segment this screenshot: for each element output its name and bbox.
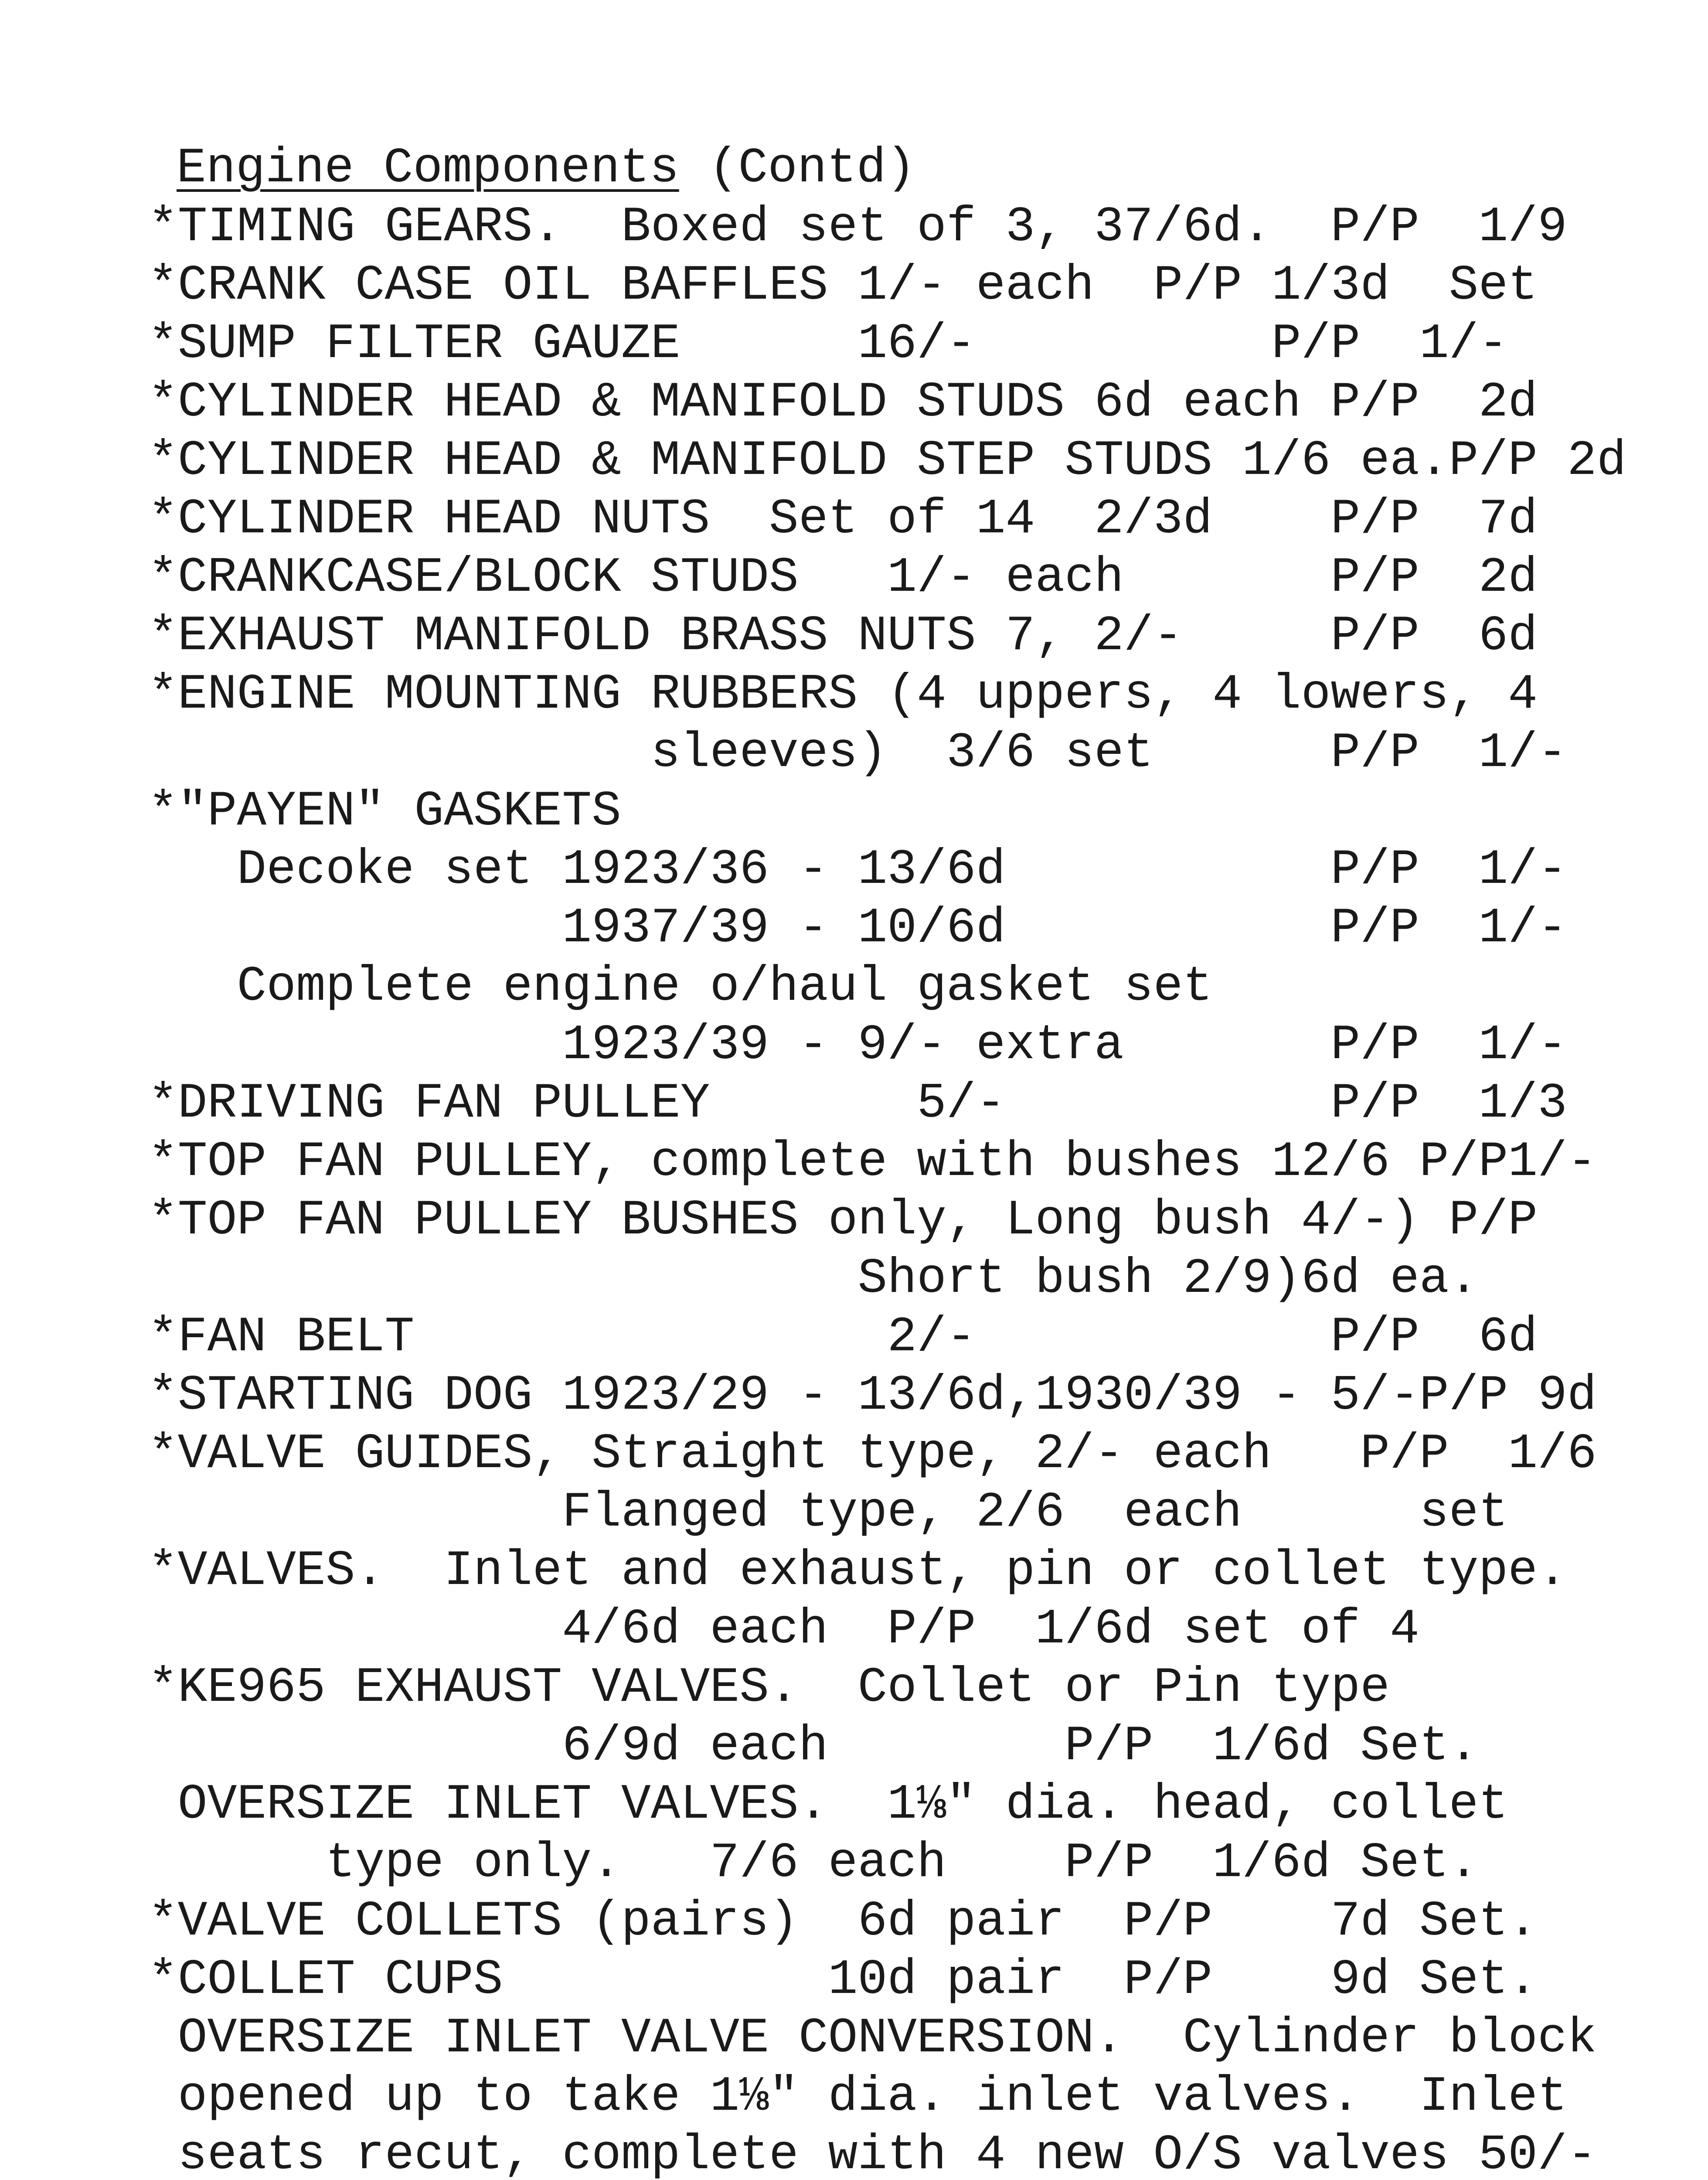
list-line: *"PAYEN" GASKETS [148, 783, 621, 839]
list-line: *TOP FAN PULLEY, complete with bushes 12/6 P/P1/- [148, 1134, 1597, 1190]
list-line: *VALVE COLLETS (pairs) 6d pair P/P 7d Set. [148, 1894, 1538, 1949]
list-line: *TOP FAN PULLEY BUSHES only, Long bush 4/-) P/P [148, 1192, 1538, 1248]
section-title-suffix: (Contd) [679, 140, 916, 196]
list-line: seats recut, complete with 4 new O/S valves 50/- [148, 2127, 1597, 2180]
list-line: *TIMING GEARS. Boxed set of 3, 37/6d. P/P 1/9 [148, 199, 1567, 255]
list-line: *VALVE GUIDES, Straight type, 2/- each P/P 1/6 [148, 1426, 1597, 1482]
list-line: *ENGINE MOUNTING RUBBERS (4 uppers, 4 lowers, 4 [148, 667, 1538, 722]
list-line: 1923/39 - 9/- extra P/P 1/- [148, 1017, 1567, 1073]
list-line: *CYLINDER HEAD & MANIFOLD STEP STUDS 1/6 ea.P/P 2d [148, 433, 1626, 489]
list-line: *STARTING DOG 1923/29 - 13/6d,1930/39 - 5/-P/P 9d [148, 1368, 1597, 1424]
section-title: Engine Components [177, 140, 679, 196]
list-line: *COLLET CUPS 10d pair P/P 9d Set. [148, 1952, 1538, 2008]
list-line: opened up to take 1⅛" dia. inlet valves. Inlet [148, 2069, 1567, 2125]
list-line: 1937/39 - 10/6d P/P 1/- [148, 900, 1567, 956]
list-line: *DRIVING FAN PULLEY 5/- P/P 1/3 [148, 1076, 1567, 1131]
list-line: Decoke set 1923/36 - 13/6d P/P 1/- [148, 842, 1567, 898]
list-line: OVERSIZE INLET VALVES. 1⅛" dia. head, collet [148, 1777, 1508, 1833]
list-line: OVERSIZE INLET VALVE CONVERSION. Cylinder block [148, 2010, 1597, 2066]
list-line: *VALVES. Inlet and exhaust, pin or collet type. [148, 1543, 1567, 1599]
list-line: type only. 7/6 each P/P 1/6d Set. [148, 1835, 1479, 1891]
list-line: *CYLINDER HEAD NUTS Set of 14 2/3d P/P 7d [148, 491, 1538, 547]
list-line: *CRANK CASE OIL BAFFLES 1/- each P/P 1/3d Set [148, 258, 1538, 313]
list-line: sleeves) 3/6 set P/P 1/- [148, 725, 1567, 781]
list-line: 4/6d each P/P 1/6d set of 4 [148, 1601, 1419, 1657]
list-line: Short bush 2/9)6d ea. [148, 1251, 1479, 1307]
list-line: *EXHAUST MANIFOLD BRASS NUTS 7, 2/- P/P 6d [148, 608, 1538, 664]
list-line: *CRANKCASE/BLOCK STUDS 1/- each P/P 2d [148, 550, 1538, 606]
list-line: *CYLINDER HEAD & MANIFOLD STUDS 6d each P/P 2d [148, 375, 1538, 430]
list-line: *FAN BELT 2/- P/P 6d [148, 1309, 1538, 1365]
list-line: Flanged type, 2/6 each set [148, 1485, 1508, 1540]
section-heading [177, 140, 916, 196]
list-line: Complete engine o/haul gasket set [148, 959, 1213, 1015]
list-line: 6/9d each P/P 1/6d Set. [148, 1718, 1479, 1774]
list-line: *SUMP FILTER GAUZE 16/- P/P 1/- [148, 316, 1508, 372]
list-line: *KE965 EXHAUST VALVES. Collet or Pin type [148, 1660, 1390, 1716]
